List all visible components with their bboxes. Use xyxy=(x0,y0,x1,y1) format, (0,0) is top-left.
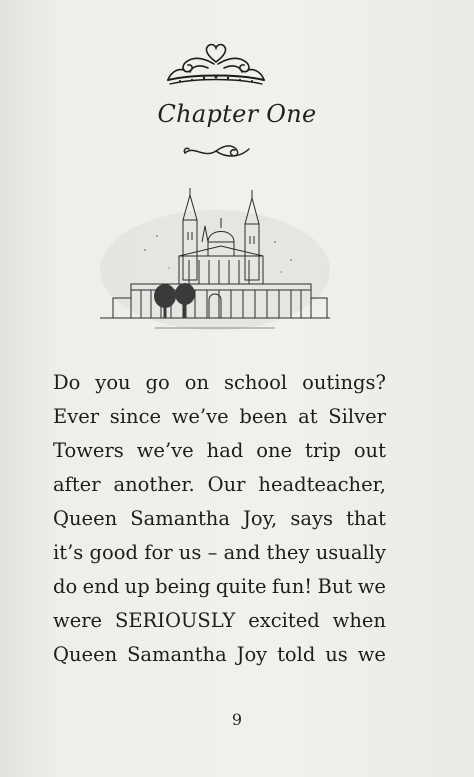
word: Queen xyxy=(53,507,118,530)
chapter-title: Chapter One xyxy=(157,100,317,128)
word: we xyxy=(357,575,386,598)
word: and xyxy=(223,541,261,564)
text-line xyxy=(53,536,386,570)
word: go xyxy=(145,371,170,394)
word: you xyxy=(95,371,131,394)
word: it’s xyxy=(53,541,84,564)
word: they xyxy=(266,541,310,564)
word: us xyxy=(178,541,202,564)
word: us xyxy=(325,643,348,666)
text-line xyxy=(53,434,386,468)
word: that xyxy=(346,507,386,530)
text-line xyxy=(53,400,386,434)
word: But xyxy=(317,575,353,598)
word: we’ve xyxy=(136,439,194,462)
word: SERIOUSLY xyxy=(114,609,236,632)
text-line xyxy=(53,638,386,672)
word: one xyxy=(256,439,293,462)
word: Samantha xyxy=(130,507,230,530)
word: up xyxy=(124,575,150,598)
word: since xyxy=(109,405,162,428)
text-line xyxy=(53,468,386,502)
page-number: 9 xyxy=(231,710,243,729)
word: trip xyxy=(305,439,341,462)
word: another. xyxy=(113,473,195,496)
tiara-icon xyxy=(164,40,268,90)
text-line xyxy=(53,570,386,604)
word: headteacher, xyxy=(258,473,386,496)
word: outings? xyxy=(302,371,386,394)
word: out xyxy=(353,439,386,462)
word: – xyxy=(207,541,218,564)
word: Do xyxy=(53,371,81,394)
word: quite xyxy=(215,575,267,598)
swirl-ornament-icon xyxy=(182,139,252,163)
word: we’ve xyxy=(171,405,229,428)
word: Samantha xyxy=(127,643,227,666)
word: being xyxy=(155,575,211,598)
word: Joy xyxy=(236,643,268,666)
word: school xyxy=(223,371,288,394)
word: had xyxy=(206,439,244,462)
word: Ever xyxy=(53,405,100,428)
word: Our xyxy=(207,473,246,496)
chapter-body-text xyxy=(53,366,386,672)
word: fun! xyxy=(271,575,313,598)
word: we xyxy=(357,643,386,666)
word: been xyxy=(239,405,288,428)
word: when xyxy=(332,609,386,632)
word: usually xyxy=(315,541,386,564)
word: Joy, xyxy=(243,507,278,530)
word: were xyxy=(53,609,103,632)
word: says xyxy=(290,507,333,530)
cathedral-illustration xyxy=(95,180,335,340)
word: Queen xyxy=(53,643,118,666)
word: good xyxy=(89,541,138,564)
word: on xyxy=(184,371,210,394)
word: for xyxy=(144,541,173,564)
text-line xyxy=(53,604,386,638)
word: at xyxy=(298,405,318,428)
text-line xyxy=(53,502,386,536)
word: told xyxy=(277,643,316,666)
text-line xyxy=(53,366,386,400)
word: excited xyxy=(248,609,320,632)
word: end xyxy=(82,575,120,598)
word: after xyxy=(53,473,101,496)
word: Towers xyxy=(53,439,124,462)
word: do xyxy=(53,575,78,598)
word: Silver xyxy=(328,405,386,428)
